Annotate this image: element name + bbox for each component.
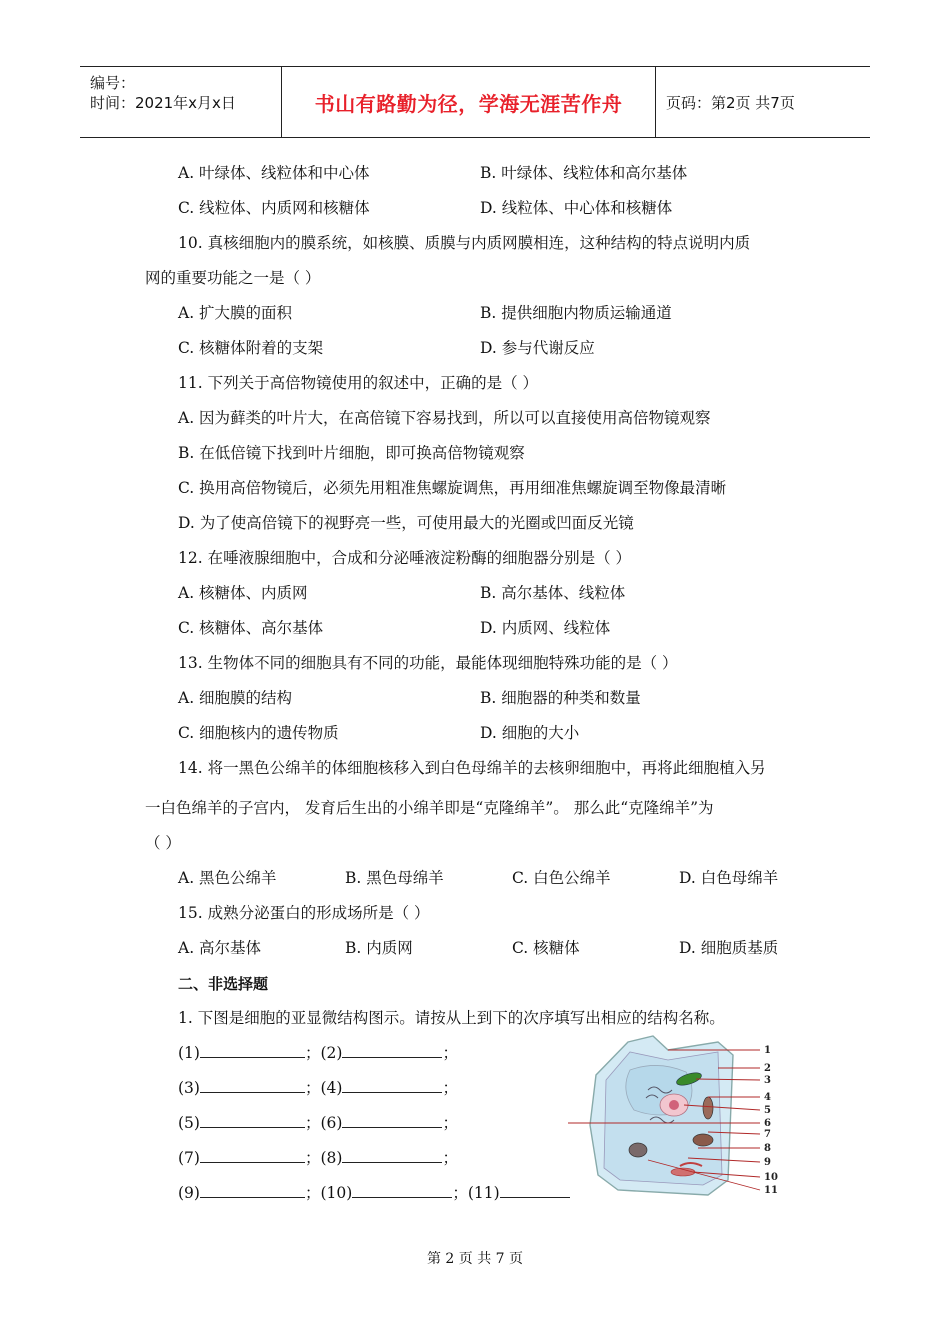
q15-option-a: A. 高尔基体 bbox=[178, 939, 262, 957]
mitochondrion-2 bbox=[629, 1143, 647, 1157]
diagram-label-8: 8 bbox=[764, 1143, 771, 1154]
q9-option-a: A. 叶绿体、线粒体和中心体 bbox=[178, 164, 370, 182]
q14-option-c: C. 白色公绵羊 bbox=[512, 869, 611, 887]
answer-row-4: (7) ；(8) ； bbox=[178, 1149, 458, 1167]
cell-body bbox=[590, 1036, 733, 1195]
q9-option-c: C. 线粒体、内质网和核糖体 bbox=[178, 199, 370, 217]
diagram-label-6: 6 bbox=[764, 1118, 771, 1129]
q14-option-d: D. 白色母绵羊 bbox=[679, 869, 779, 887]
blank-label-6: (6) bbox=[320, 1114, 343, 1132]
diagram-label-5: 5 bbox=[764, 1105, 771, 1116]
page-header bbox=[80, 66, 870, 138]
q15-stem: 15. 成熟分泌蛋白的形成场所是（ ） bbox=[178, 904, 430, 922]
answer-blank-9[interactable] bbox=[200, 1182, 305, 1198]
diagram-label-11: 11 bbox=[764, 1185, 778, 1196]
diagram-label-2: 2 bbox=[764, 1063, 771, 1074]
q14-stem-line3: （ ） bbox=[145, 834, 181, 852]
q9-option-d: D. 线粒体、中心体和核糖体 bbox=[480, 199, 673, 217]
q12-stem: 12. 在唾液腺细胞中，合成和分泌唾液淀粉酶的细胞器分别是（ ） bbox=[178, 549, 632, 567]
diagram-label-1: 1 bbox=[764, 1045, 771, 1056]
answer-blank-3[interactable] bbox=[200, 1077, 305, 1093]
blank-label-5: (5) bbox=[178, 1114, 200, 1132]
q14-option-a: A. 黑色公绵羊 bbox=[178, 869, 277, 887]
diagram-label-9: 9 bbox=[764, 1157, 771, 1168]
answer-blank-1[interactable] bbox=[200, 1042, 305, 1058]
blank-label-4: (4) bbox=[320, 1079, 343, 1097]
nucleolus bbox=[669, 1100, 679, 1110]
q13-option-a: A. 细胞膜的结构 bbox=[178, 689, 293, 707]
q11-option-c: C. 换用高倍物镜后，必须先用粗准焦螺旋调焦，再用细准焦螺旋调至物像最清晰 bbox=[178, 479, 727, 497]
q15-option-d: D. 细胞质基质 bbox=[679, 939, 779, 957]
header-meta bbox=[80, 67, 280, 137]
nq1-stem: 1. 下图是细胞的亚显微结构图示。请按从上到下的次序填写出相应的结构名称。 bbox=[178, 1009, 725, 1027]
header-motto: 书山有路勤为径，学海无涯苦作舟 bbox=[281, 67, 656, 137]
q13-option-b: B. 细胞器的种类和数量 bbox=[480, 689, 641, 707]
section-title: 二、非选择题 bbox=[178, 975, 269, 993]
diagram-label-4: 4 bbox=[764, 1092, 771, 1103]
time-label: 时间：2021年x月x日 bbox=[90, 94, 236, 112]
golgi-body bbox=[693, 1134, 713, 1146]
blank-label-3: (3) bbox=[178, 1079, 200, 1097]
q13-stem: 13. 生物体不同的细胞具有不同的功能，最能体现细胞特殊功能的是（ ） bbox=[178, 654, 678, 672]
q11-option-b: B. 在低倍镜下找到叶片细胞，即可换高倍物镜观察 bbox=[178, 444, 525, 462]
blank-label-2: (2) bbox=[320, 1044, 343, 1062]
q15-option-c: C. 核糖体 bbox=[512, 939, 580, 957]
answer-blank-10[interactable] bbox=[352, 1182, 452, 1198]
q11-option-a: A. 因为藓类的叶片大，在高倍镜下容易找到，所以可以直接使用高倍物镜观察 bbox=[178, 409, 711, 427]
q9-option-b: B. 叶绿体、线粒体和高尔基体 bbox=[480, 164, 688, 182]
q14-stem-line2: 一白色绵羊的子宫内， 发育后生出的小绵羊即是“克隆绵羊”。 那么此“克隆绵羊”为 bbox=[145, 799, 714, 817]
answer-row-2: (3) ；(4) ； bbox=[178, 1079, 458, 1097]
q11-option-d: D. 为了使高倍镜下的视野亮一些，可使用最大的光圈或凹面反光镜 bbox=[178, 514, 634, 532]
page-footer: 第 2 页 共 7 页 bbox=[426, 1251, 524, 1267]
blank-label-1: (1) bbox=[178, 1044, 200, 1062]
q12-option-d: D. 内质网、线粒体 bbox=[480, 619, 611, 637]
q10-option-c: C. 核糖体附着的支架 bbox=[178, 339, 324, 357]
q12-option-a: A. 核糖体、内质网 bbox=[178, 584, 308, 602]
q11-stem: 11. 下列关于高倍物镜使用的叙述中，正确的是（ ） bbox=[178, 374, 539, 392]
answer-blank-7[interactable] bbox=[200, 1147, 305, 1163]
q14-option-b: B. 黑色母绵羊 bbox=[345, 869, 444, 887]
q15-option-b: B. 内质网 bbox=[345, 939, 413, 957]
answer-blank-2[interactable] bbox=[342, 1042, 442, 1058]
blank-label-11: (11) bbox=[467, 1184, 500, 1202]
answer-row-5: (9) ；(10) ；(11) bbox=[178, 1181, 570, 1203]
q10-stem-line1: 10. 真核细胞内的膜系统，如核膜、质膜与内质网膜相连，这种结构的特点说明内质 bbox=[178, 234, 751, 252]
answer-blank-4[interactable] bbox=[342, 1077, 442, 1093]
answer-blank-11[interactable] bbox=[500, 1182, 570, 1198]
diagram-label-3: 3 bbox=[764, 1075, 771, 1086]
q14-stem-line1: 14. 将一黑色公绵羊的体细胞核移入到白色母绵羊的去核卵细胞中，再将此细胞植入另 bbox=[178, 759, 766, 777]
q10-option-d: D. 参与代谢反应 bbox=[480, 339, 595, 357]
number-label: 编号： bbox=[90, 74, 136, 92]
answer-row-3: (5) ；(6) ； bbox=[178, 1114, 458, 1132]
diagram-label-7: 7 bbox=[764, 1129, 771, 1140]
blank-label-9: (9) bbox=[178, 1184, 200, 1202]
blank-label-8: (8) bbox=[320, 1149, 343, 1167]
answer-blank-8[interactable] bbox=[342, 1147, 442, 1163]
header-page-info: 页码：第2页 共7页 bbox=[666, 93, 795, 112]
q10-stem-line2: 网的重要功能之一是（ ） bbox=[145, 269, 321, 287]
q10-option-b: B. 提供细胞内物质运输通道 bbox=[480, 304, 672, 322]
q12-option-b: B. 高尔基体、线粒体 bbox=[480, 584, 626, 602]
q13-option-d: D. 细胞的大小 bbox=[480, 724, 580, 742]
blank-label-10: (10) bbox=[320, 1184, 353, 1202]
blank-label-7: (7) bbox=[178, 1149, 200, 1167]
q13-option-c: C. 细胞核内的遗传物质 bbox=[178, 724, 339, 742]
answer-row-1: (1) ；(2) ； bbox=[178, 1044, 458, 1062]
plant-cell-diagram bbox=[568, 1030, 788, 1205]
diagram-label-10: 10 bbox=[764, 1172, 778, 1183]
answer-blank-6[interactable] bbox=[342, 1112, 442, 1128]
q10-option-a: A. 扩大膜的面积 bbox=[178, 304, 293, 322]
q12-option-c: C. 核糖体、高尔基体 bbox=[178, 619, 324, 637]
mitochondrion bbox=[703, 1097, 713, 1119]
answer-blank-5[interactable] bbox=[200, 1112, 305, 1128]
